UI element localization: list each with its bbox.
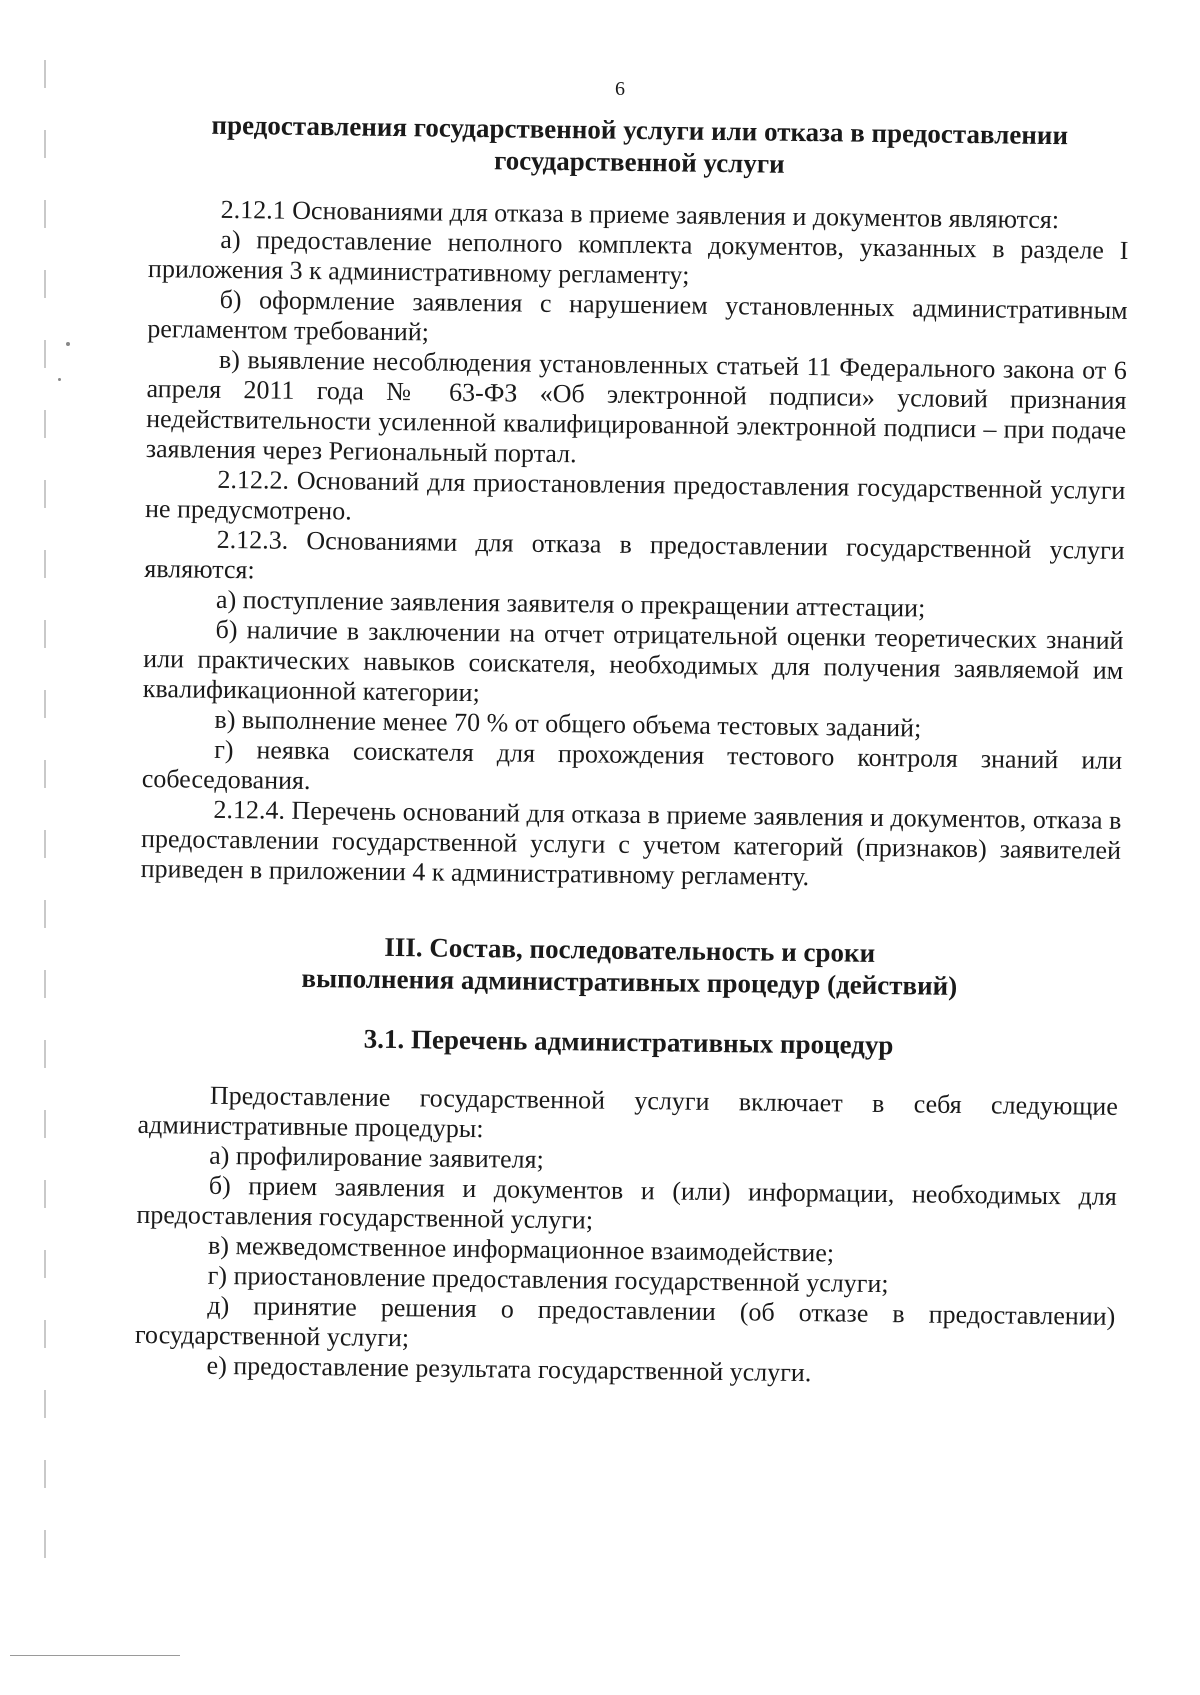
paragraph: а) предоставление неполного комплекта документов, указанных в разделе I приложения 3 к административному регламенту;: [147, 224, 1129, 290]
chapter-heading-line: выполнения административных процедур (действий): [301, 962, 958, 1001]
paragraph: Предоставление государственной услуги включает в себя следующие административные процедуры:: [137, 1080, 1119, 1144]
paragraph: 2.12.3. Основаниями для отказа в предоставлении государственной услуги являются:: [144, 524, 1125, 585]
section-heading-line: государственной услуги: [493, 145, 785, 179]
document-body: [134, 108, 1129, 1392]
chapter-heading-line: III. Состав, последовательность и сроки: [384, 931, 876, 968]
page-number: 6: [615, 78, 625, 100]
subsection-heading: 3.1. Перечень административных процедур: [363, 1023, 894, 1061]
paragraph: 2.12.4. Перечень оснований для отказа в приеме заявления и документов, отказа в предоставлении государственной услуги с учетом категорий (признаков) заявителей приведен в приложении 4 к административному регламенту.: [140, 794, 1122, 892]
paragraph: в) выполнение менее 70 % от общего объема тестовых заданий;: [214, 704, 922, 743]
procedures-block: [134, 1080, 1118, 1392]
grounds-block: [141, 194, 1129, 896]
scan-margin-marks: [44, 60, 46, 1600]
paragraph: в) выявление несоблюдения установленных статьей 11 Федерального закона от 6 апреля 2011 года № 63-ФЗ «Об электронной подписи» условий признания недействительности усиленной квалифицированной электронной подписи – при подаче заявления через Региональный портал.: [145, 344, 1128, 469]
paragraph: а) профилирование заявителя;: [209, 1140, 544, 1174]
scan-speck: [58, 378, 61, 381]
chapter-heading: [139, 928, 1120, 1004]
section-heading: [149, 108, 1130, 184]
paragraph: б) прием заявления и документов и (или) информации, необходимых для предоставления государственной услуги;: [136, 1170, 1117, 1235]
paragraph: 2.12.1 Основаниями для отказа в приеме заявления и документов являются:: [220, 194, 1060, 235]
scan-speck: [66, 342, 70, 346]
paragraph: в) межведомственное информационное взаимодействие;: [207, 1230, 835, 1268]
paragraph: г) неявка соискателя для прохождения тестового контроля знаний или собеседования.: [141, 734, 1123, 796]
paragraph: г) приостановление предоставления государственной услуги;: [207, 1260, 889, 1299]
scan-bottom-line: [10, 1655, 180, 1656]
paragraph: д) принятие решения о предоставлении (об отказе в предоставлении) государственной услуги;: [134, 1290, 1116, 1353]
paragraph: б) наличие в заключении на отчет отрицательной оценки теоретических знаний или практических навыков соискателя, необходимых для получения заявляемой им квалификационной категории;: [142, 614, 1124, 708]
paragraph: 2.12.2. Оснований для приостановления предоставления государственной услуги не предусмотрено.: [144, 464, 1126, 526]
paragraph: а) поступление заявления заявителя о прекращении аттестации;: [215, 584, 926, 623]
paragraph: б) оформление заявления с нарушением установленных административным регламентом требований;: [147, 284, 1128, 347]
section-heading-line: предоставления государственной услуги или отказа в предоставлении: [211, 109, 1069, 151]
paragraph: е) предоставление результата государственной услуги.: [206, 1350, 812, 1388]
